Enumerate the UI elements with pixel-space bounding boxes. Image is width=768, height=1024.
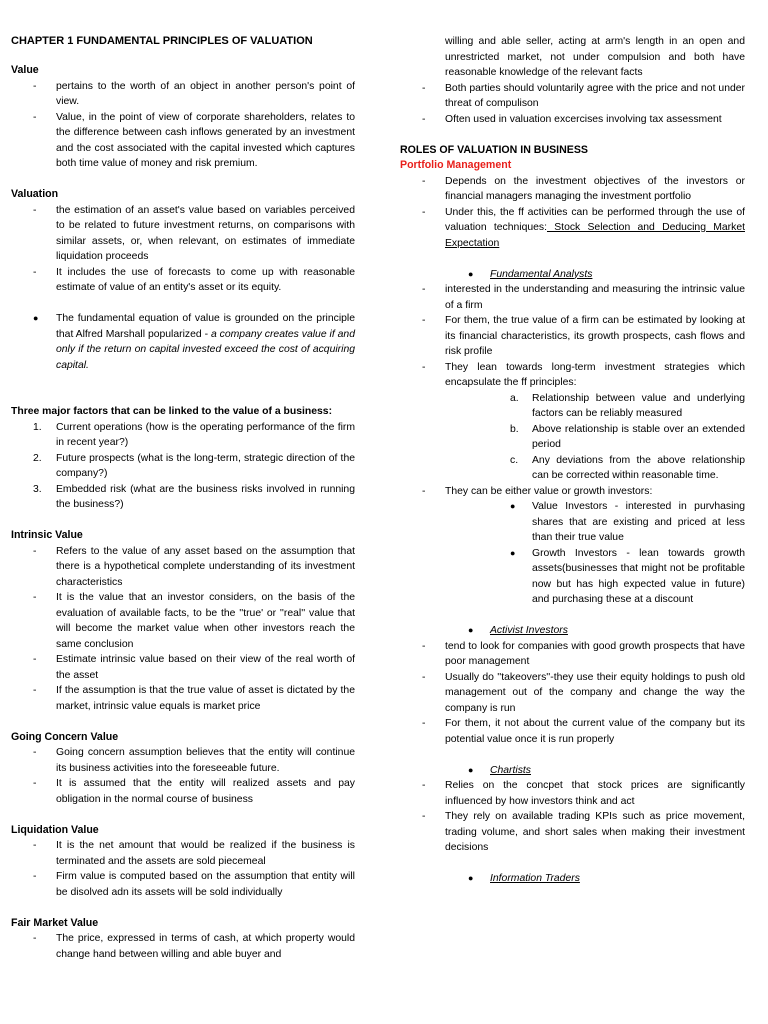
- going-concern-heading: Going Concern Value: [11, 730, 119, 743]
- list-item: - They can be either value or growth investors:: [422, 485, 653, 497]
- list-item: - Under this, the ff activities can be performed through the use of valuation techniques: Stock Selection and Deducing Market Expectation: [422, 206, 745, 249]
- chapter-title: CHAPTER 1 FUNDAMENTAL PRINCIPLES OF VALUATION: [11, 35, 313, 47]
- list-item: - Firm value is computed based on the assumption that entity will be disolved adn its assets will be sold individually: [33, 871, 355, 898]
- list-item: a. Relationship between value and underlying factors can be reliably measured: [510, 392, 745, 419]
- list-item: ● Value Investors - interested in purvhasing shares that are existing and priced at less than their true value: [510, 501, 745, 543]
- list-item: - They rely on available trading KPIs such as price movement, trading volume, and short sales when making their investment decisions: [422, 811, 745, 853]
- right-column: [400, 34, 745, 887]
- intrinsic-heading: Intrinsic Value: [11, 529, 83, 541]
- equation-bullet: ● The fundamental equation of value is grounded on the principle that Alfred Marshall popularized - a company creates value if and only if the return on capital invested exceed the cost of acquiring capital.: [33, 313, 355, 371]
- list-item: - Both parties should voluntarily agree with the price and not under threat of compulison: [422, 82, 745, 109]
- list-item: - For them, the true value of a firm can be estimated by looking at its financial characteristics, its growth prospects, cash flows and risk profile: [422, 315, 745, 357]
- list-item: - If the assumption is that the true value of asset is dictated by the market, intrinsic value equals is market price: [33, 685, 355, 712]
- list-item: - Usually do ''takeovers''-they use their equity holdings to push old management out of the company and change the way the company is run: [422, 671, 745, 714]
- list-item: b. Above relationship is stable over an extended period: [510, 423, 745, 450]
- list-item: - Depends on the investment objectives of the investors or financial managers managing the investment portfolio: [422, 175, 745, 202]
- list-item: - It is assumed that the entity will realized assets and pay obligation in the normal course of business: [33, 778, 355, 805]
- list-item: c. Any deviations from the above relationship can be corrected within reasonable time.: [510, 454, 745, 481]
- roles-heading: ROLES OF VALUATION IN BUSINESS: [400, 143, 588, 156]
- fair-market-heading: Fair Market Value: [11, 916, 99, 929]
- list-item: 3. Embedded risk (what are the business risks involved in running the business?): [33, 483, 355, 510]
- list-item: - For them, it not about the current value of the company but its potential value once it is run properly: [422, 718, 745, 745]
- list-item: 2. Future prospects (what is the long-term, strategic direction of the company?): [33, 452, 355, 479]
- list-item: - Value, in the point of view of corporate shareholders, relates to the difference between cash inflows generated by an investment and the cost associated with the capital invested which captures both time value of money and risk premium.: [33, 111, 355, 169]
- portfolio-heading: Portfolio Management: [400, 159, 512, 171]
- list-item: - It includes the use of forecasts to come up with reasonable estimate of value of an entity's asset or its equity.: [33, 266, 355, 293]
- value-heading: Value: [11, 64, 39, 76]
- list-item: - tend to look for companies with good growth prospects that have poor management: [422, 640, 745, 667]
- list-item: - interested in the understanding and measuring the intrinsic value of a firm: [422, 284, 745, 311]
- chartists-bullet: ● Chartists: [468, 764, 531, 776]
- list-item: - Relies on the concpet that stock prices are significantly influenced by how investors think and act: [422, 780, 745, 807]
- liquidation-heading: Liquidation Value: [11, 823, 99, 836]
- valuation-heading: Valuation: [11, 188, 59, 200]
- factors-heading: Three major factors that can be linked to the value of a business:: [11, 406, 333, 417]
- list-item: - Estimate intrinsic value based on their view of the real worth of the asset: [33, 654, 355, 681]
- list-item: ● Growth Investors - lean towards growth assets(businesses that might not be profitable now but has high expected value in future) and purchasing these at a discount: [510, 547, 745, 605]
- list-item: - It is the value that an investor considers, on the basis of the evaluation of available facts, to be the ''true' or ''real'' value that will become the market value when other investors reach the same conclusion: [33, 592, 355, 650]
- fundamental-analysts-bullet: ● Fundamental Analysts: [468, 268, 593, 280]
- list-item: - They lean towards long-term investment strategies which encapsulate the ff principles:: [422, 361, 745, 388]
- fmv-continuation: willing and able seller, acting at arm's length in an open and unrestricted market, not under compulsion and both have reasonable knowledge of the relevant facts: [445, 36, 745, 78]
- list-item: - Going concern assumption believes that the entity will continue its business activities into the foreseeable future.: [33, 747, 355, 774]
- list-item: 1. Current operations (how is the operating performance of the firm in recent year?): [33, 421, 355, 448]
- list-item: - It is the net amount that would be realized if the business is terminated and the assets are sold piecemeal: [33, 840, 355, 867]
- activist-investors-bullet: ● Activist Investors: [468, 625, 568, 636]
- information-traders-bullet: ● Information Traders: [468, 873, 580, 884]
- list-item: - Refers to the value of any asset based on the assumption that there is a hypothetical complete understanding of its investment characteristics: [33, 545, 355, 588]
- list-item: - pertains to the worth of an object in another person's point of view.: [33, 80, 355, 107]
- list-item: - the estimation of an asset's value based on variables perceived to be related to future investment returns, on comparisons with similar assets, or, when relevant, on estimates of immediate liquidation proceeds: [33, 204, 355, 262]
- left-column: [11, 34, 355, 962]
- list-item: - Often used in valuation excercises involving tax assessment: [422, 113, 722, 125]
- list-item: - The price, expressed in terms of cash, at which property would change hand between willing and able buyer and: [33, 933, 355, 960]
